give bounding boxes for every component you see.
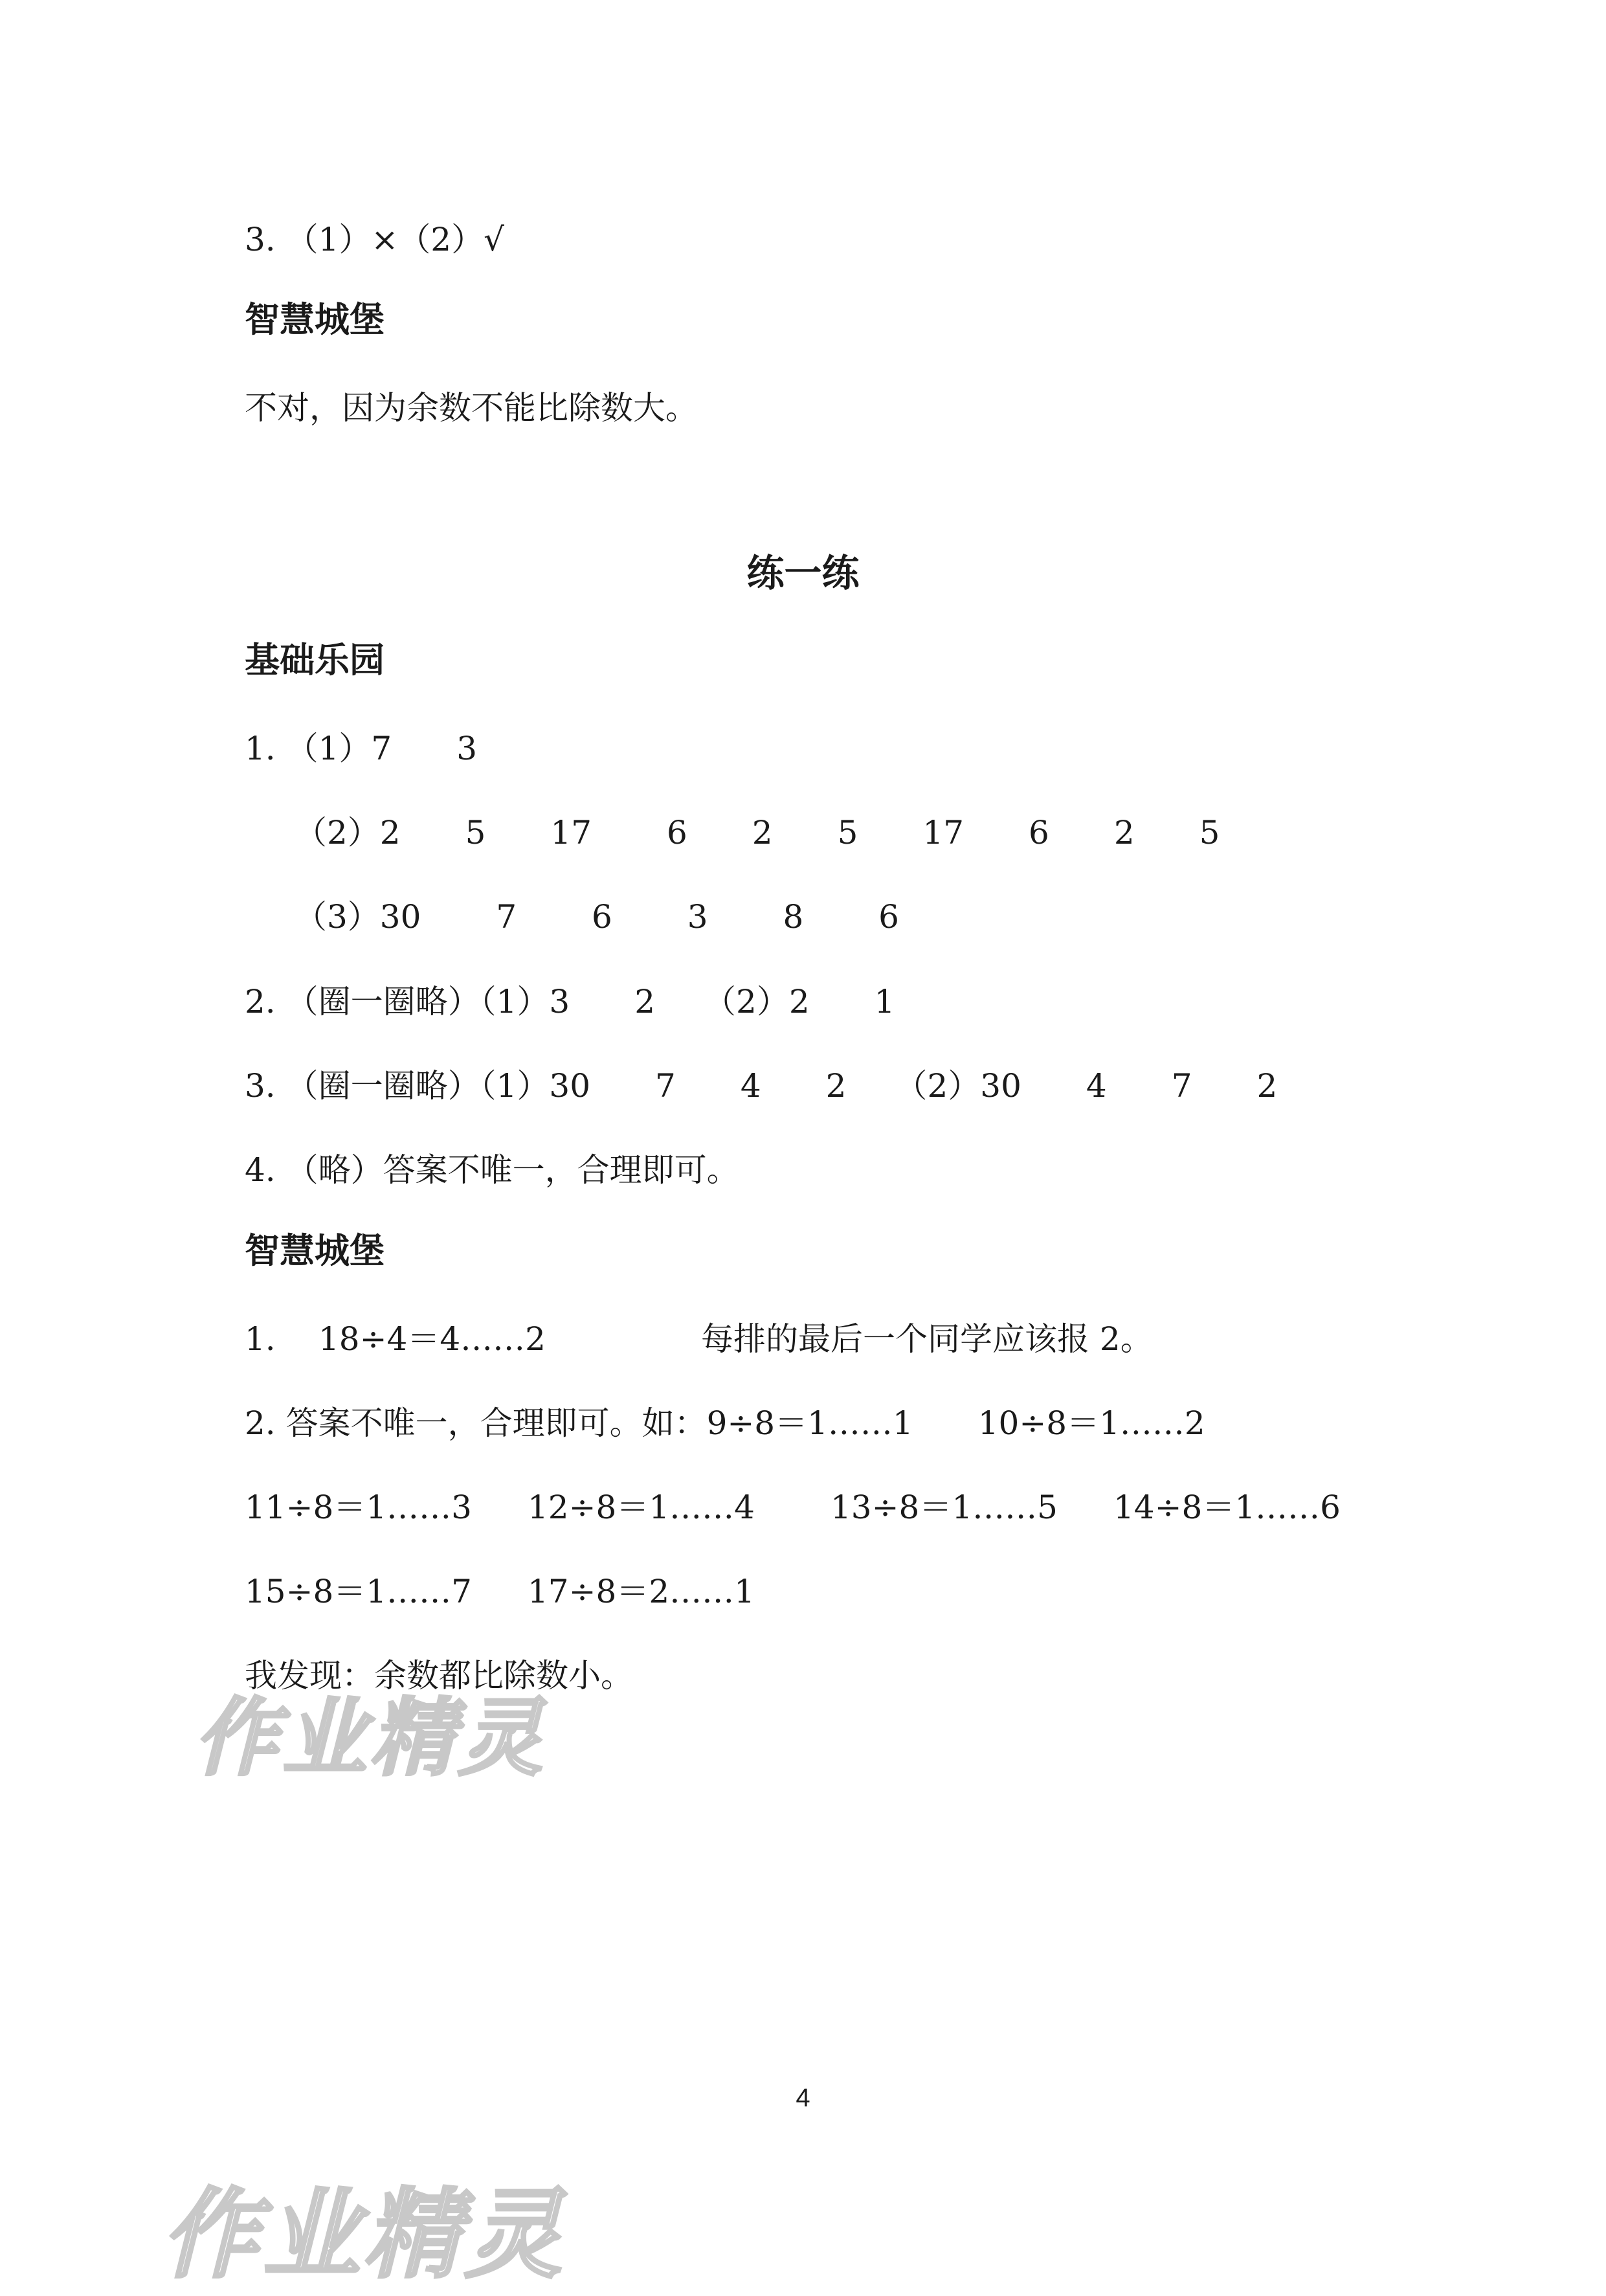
page-number: 4: [796, 2084, 810, 2112]
watermark-footer: 作业精灵: [162, 2179, 566, 2291]
page-title: 练一练: [746, 551, 860, 595]
answer-text: 不对，因为余数不能比除数大。: [245, 389, 698, 427]
section-heading-basic: 基础乐园: [245, 640, 385, 681]
section-heading-wisdom-2: 智慧城堡: [245, 1230, 385, 1271]
watermark: 作业精灵: [194, 1689, 547, 1787]
section-heading-wisdom: 智慧城堡: [245, 299, 385, 340]
question-1-part-3: （3）30 7 6 3 8 6: [295, 898, 899, 936]
wisdom-2-intro: 2. 答案不唯一，合理即可。如：9÷8＝1……1 10÷8＝1……2: [245, 1404, 1205, 1442]
question-1-part-1: 1. （1）7 3: [245, 730, 478, 767]
wisdom-2-equation: 13÷8＝1……5: [831, 1489, 1058, 1526]
wisdom-2-equation: 17÷8＝2……1: [528, 1573, 755, 1610]
question-1-part-2: （2）2 5 17 6 2 5 17 6 2 5: [295, 814, 1220, 851]
question-3: 3. （圈一圈略）（1）30 7 4 2 （2）30 4 7 2: [245, 1067, 1278, 1105]
wisdom-2-equation: 14÷8＝1……6: [1113, 1489, 1341, 1526]
wisdom-2-equation: 12÷8＝1……4: [528, 1489, 755, 1526]
question-2: 2. （圈一圈略）（1）3 2 （2）2 1: [245, 983, 895, 1020]
wisdom-2-equation: 11÷8＝1……3: [245, 1489, 472, 1526]
wisdom-2-equation: 15÷8＝1……7: [245, 1573, 472, 1610]
wisdom-1-answer: 每排的最后一个同学应该报 2。: [701, 1320, 1153, 1358]
wisdom-1-label: 1.: [245, 1320, 276, 1358]
finding-text: 我发现：余数都比除数小。: [245, 1657, 633, 1694]
wisdom-1-equation: 18÷4＝4……2: [318, 1320, 546, 1358]
question-4: 4. （略）答案不唯一，合理即可。: [245, 1151, 739, 1189]
answer-item-3: 3. （1）×（2）√: [245, 221, 504, 258]
